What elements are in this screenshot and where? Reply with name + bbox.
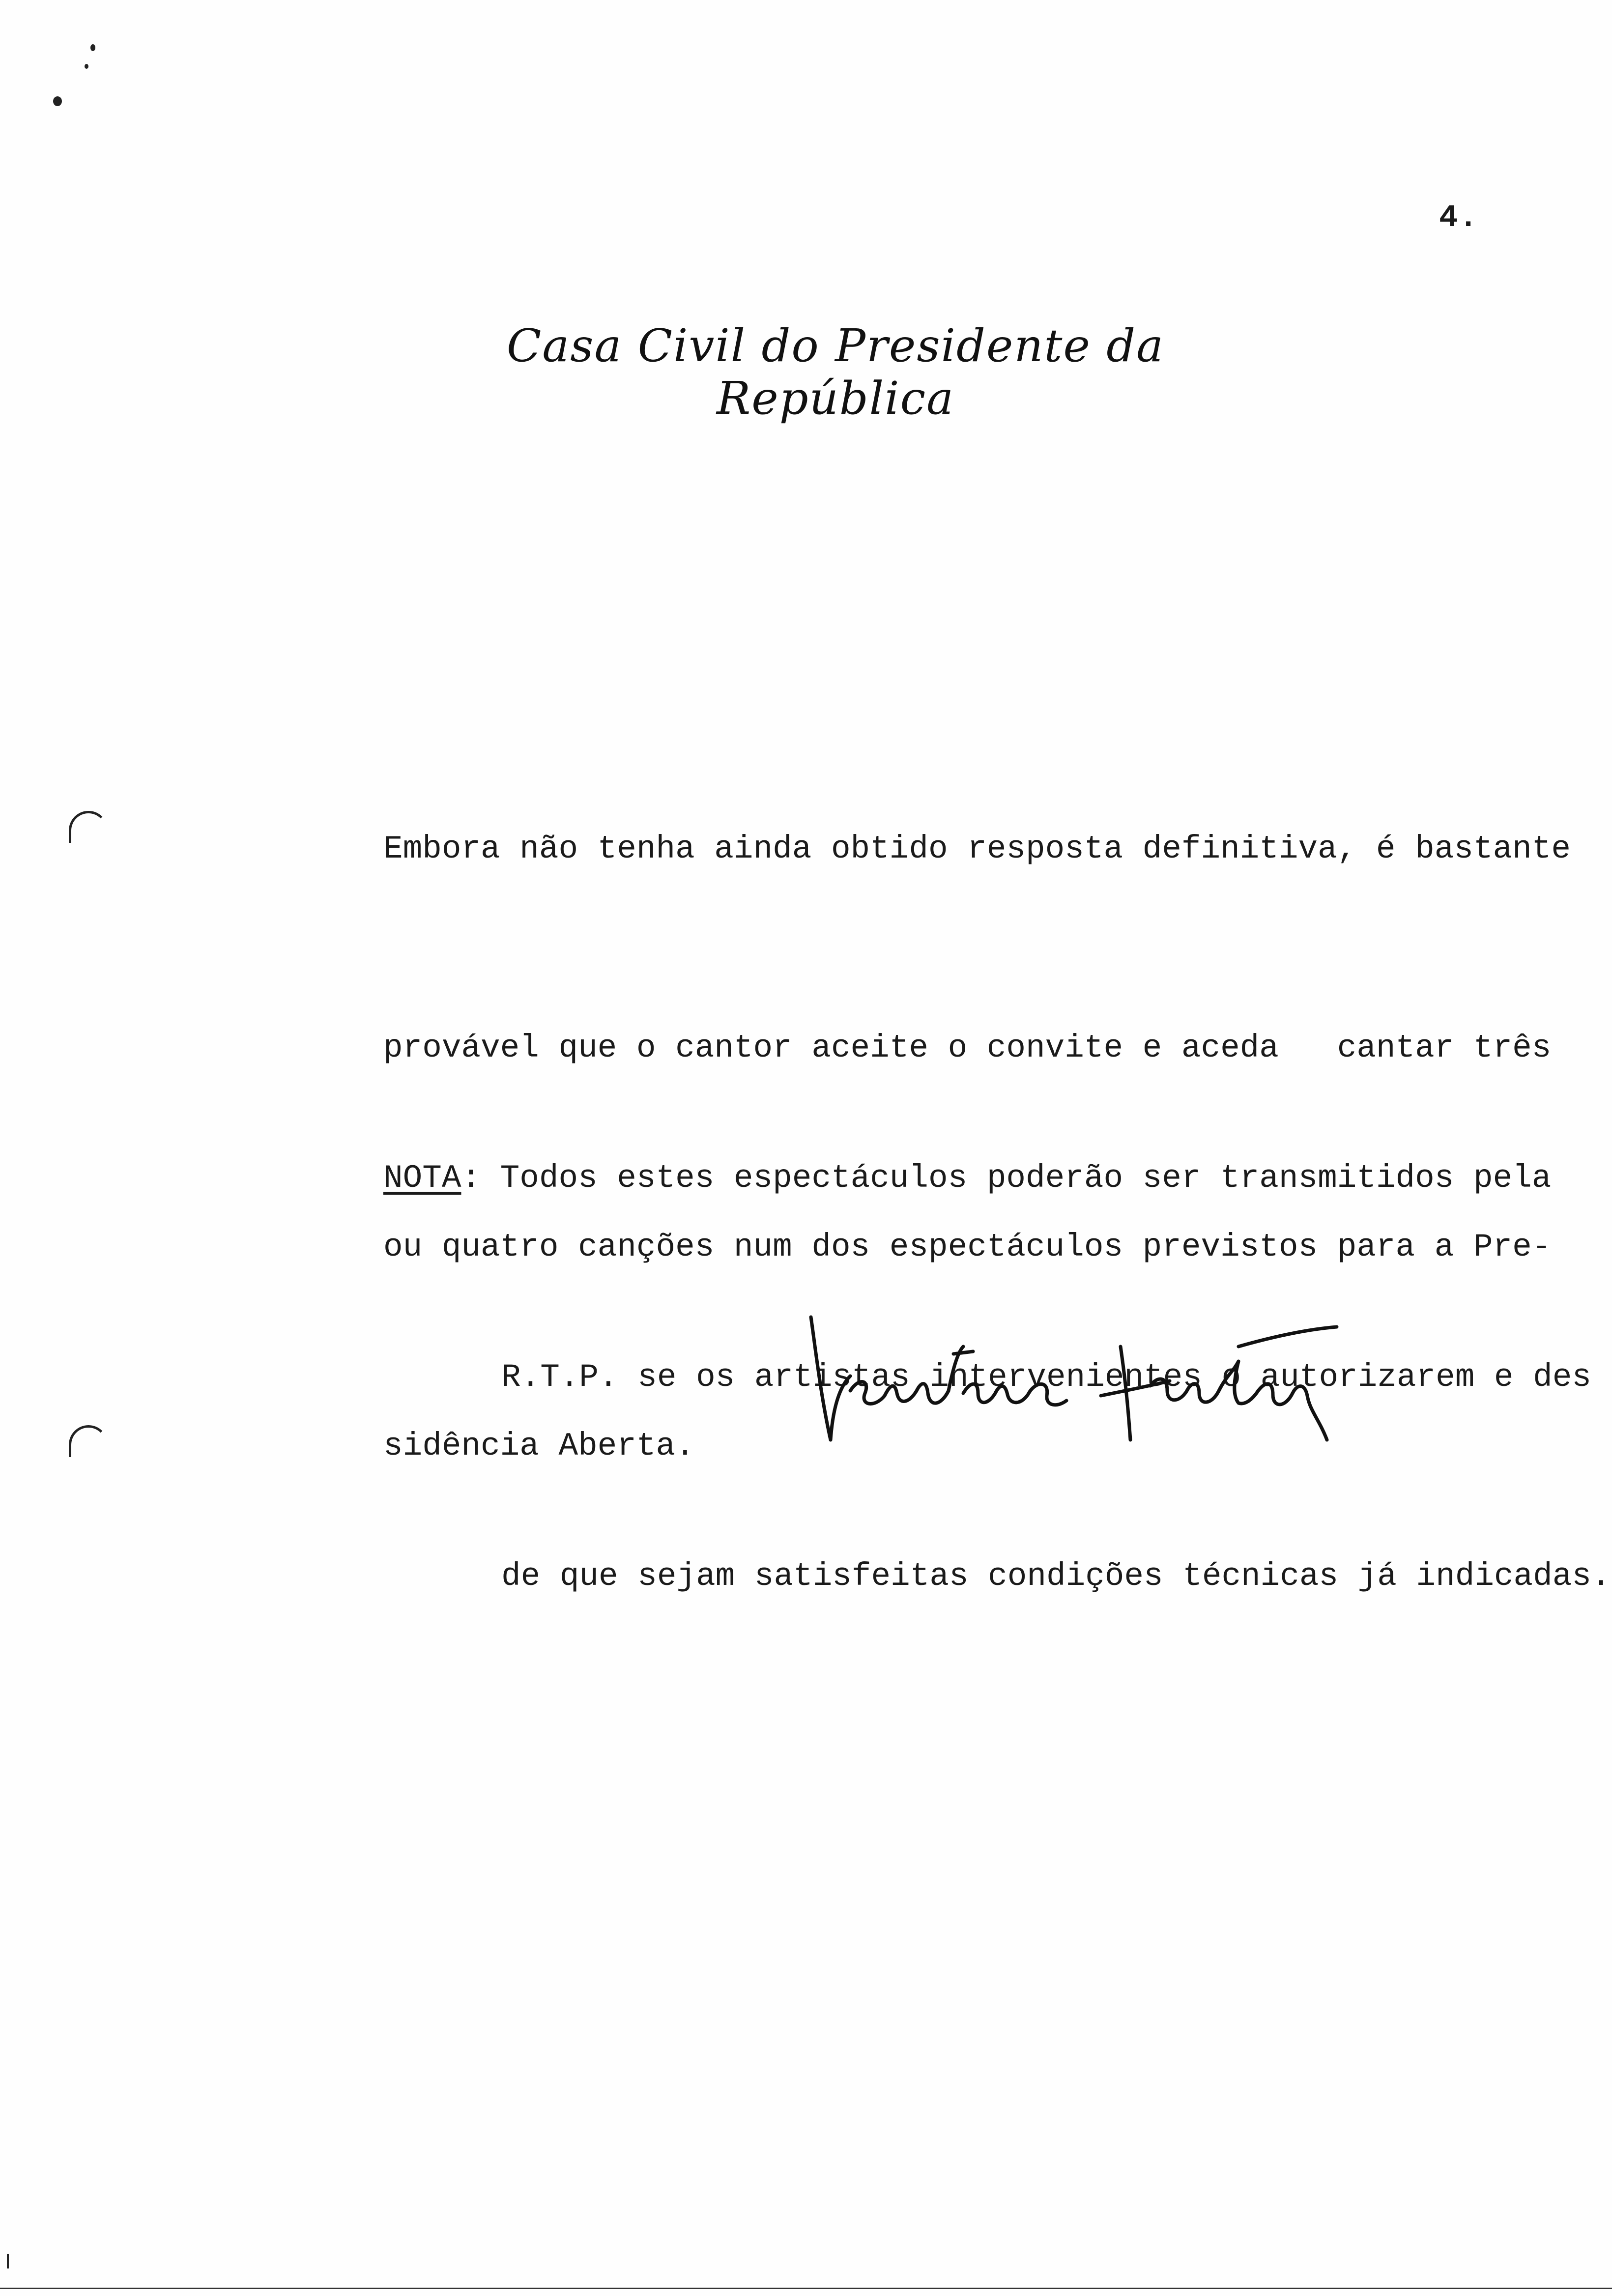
- body-line: sidência Aberta.: [383, 1428, 695, 1464]
- nota-text: Todos estes espectáculos poderão ser transmitidos pela: [500, 1160, 1552, 1197]
- punch-hole-mark: [69, 1425, 108, 1457]
- nota-line: R.T.P. se os artistas intervenientes o autorizarem e des: [501, 1359, 1591, 1396]
- scan-dot: [53, 96, 62, 106]
- bottom-edge-rule: [0, 2288, 1612, 2289]
- body-line: provável que o cantor aceite o convite e aceda cantar três: [383, 1030, 1552, 1066]
- nota-label: NOTA: [383, 1160, 461, 1197]
- letterhead: Casa Civil do Presidente da República: [507, 319, 1164, 425]
- body-line: ou quatro canções num dos espectáculos previstos para a Pre-: [383, 1229, 1552, 1265]
- page-number: 4.: [1439, 201, 1479, 236]
- margin-mark: [7, 2254, 9, 2268]
- nota-line: de que sejam satisfeitas condições técnicas já indicadas.: [501, 1558, 1611, 1595]
- handwritten-signature: [806, 1307, 1396, 1464]
- scan-dot: [85, 64, 88, 69]
- signature-drawing: [806, 1307, 1396, 1464]
- scan-dot: [90, 44, 95, 51]
- punch-hole-mark: [69, 811, 108, 843]
- nota-first-line: NOTA: Todos estes espectáculos poderão ser transmitidos pela: [383, 1160, 1552, 1197]
- body-line: Embora não tenha ainda obtido resposta definitiva, é bastante: [383, 831, 1571, 867]
